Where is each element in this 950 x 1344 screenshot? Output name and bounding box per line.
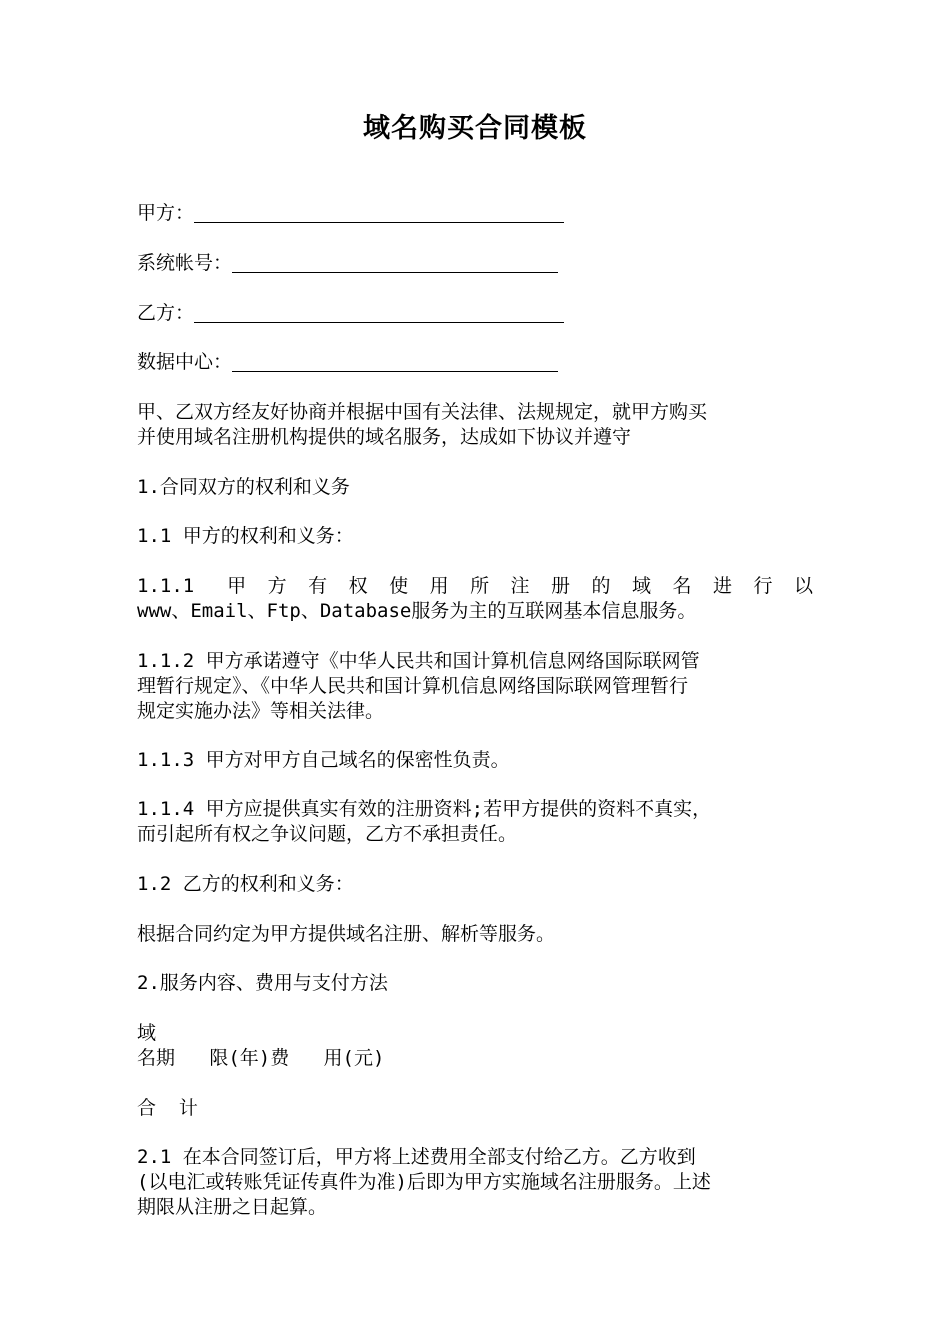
party-a-blank[interactable] — [194, 202, 564, 223]
clause-line: (以电汇或转账凭证传真件为准)后即为甲方实施域名注册服务。上述 — [137, 1171, 711, 1193]
party-a-field — [137, 201, 564, 226]
clause-line: 而引起所有权之争议问题，乙方不承担责任。 — [137, 823, 518, 845]
clause-1-1-2 — [137, 649, 813, 724]
service-table-header — [137, 1021, 813, 1071]
table-header-line: 名期 限(年)费 用(元) — [137, 1047, 385, 1069]
clause-line: 1.1.4 甲方应提供真实有效的注册资料;若甲方提供的资料不真实， — [137, 798, 712, 820]
data-center-label: 数据中心： — [137, 351, 233, 373]
clause-line: 1.1.2 甲方承诺遵守《中华人民共和国计算机信息网络国际联网管 — [137, 650, 700, 672]
party-b-blank[interactable] — [194, 302, 564, 323]
party-b-label: 乙方： — [137, 302, 195, 324]
clause-1-1-1 — [137, 574, 813, 624]
clause-line: 理暂行规定》、《中华人民共和国计算机信息网络国际联网管理暂行 — [137, 675, 689, 697]
clause-line: 规定实施办法》等相关法律。 — [137, 700, 385, 722]
system-account-blank[interactable] — [232, 252, 558, 273]
table-header-line: 域 — [137, 1022, 157, 1044]
section-1-heading: 1.合同双方的权利和义务 — [137, 476, 350, 498]
clause-1-1-3: 1.1.3 甲方对甲方自己域名的保密性负责。 — [137, 749, 510, 771]
clause-line: www、Email、Ftp、Database服务为主的互联网基本信息服务。 — [137, 600, 697, 622]
clause-line: 1.1.1 甲方有权使用所注册的域名进行以 — [137, 575, 813, 597]
party-a-label: 甲方： — [137, 202, 195, 224]
clause-1-1: 1.1 甲方的权利和义务： — [137, 525, 354, 547]
clause-line: 2.1 在本合同签订后，甲方将上述费用全部支付给乙方。乙方收到 — [137, 1146, 696, 1168]
document-title: 域名购买合同模板 — [363, 113, 587, 144]
intro-line: 并使用域名注册机构提供的域名服务，达成如下协议并遵守 — [137, 426, 632, 448]
clause-line: 期限从注册之日起算。 — [137, 1196, 328, 1218]
system-account-field — [137, 251, 558, 276]
data-center-blank[interactable] — [232, 351, 558, 372]
clause-1-2: 1.2 乙方的权利和义务： — [137, 873, 354, 895]
party-b-field — [137, 301, 564, 326]
data-center-field — [137, 350, 558, 375]
system-account-label: 系统帐号： — [137, 252, 233, 274]
clause-2-1 — [137, 1145, 813, 1220]
intro-line: 甲、乙双方经友好协商并根据中国有关法律、法规规定，就甲方购买 — [137, 401, 708, 423]
section-2-heading: 2.服务内容、费用与支付方法 — [137, 972, 388, 994]
clause-1-1-4 — [137, 797, 813, 847]
table-total-label: 合 计 — [137, 1097, 198, 1119]
clause-1-2-text: 根据合同约定为甲方提供域名注册、解析等服务。 — [137, 923, 556, 945]
intro-paragraph — [137, 400, 813, 450]
